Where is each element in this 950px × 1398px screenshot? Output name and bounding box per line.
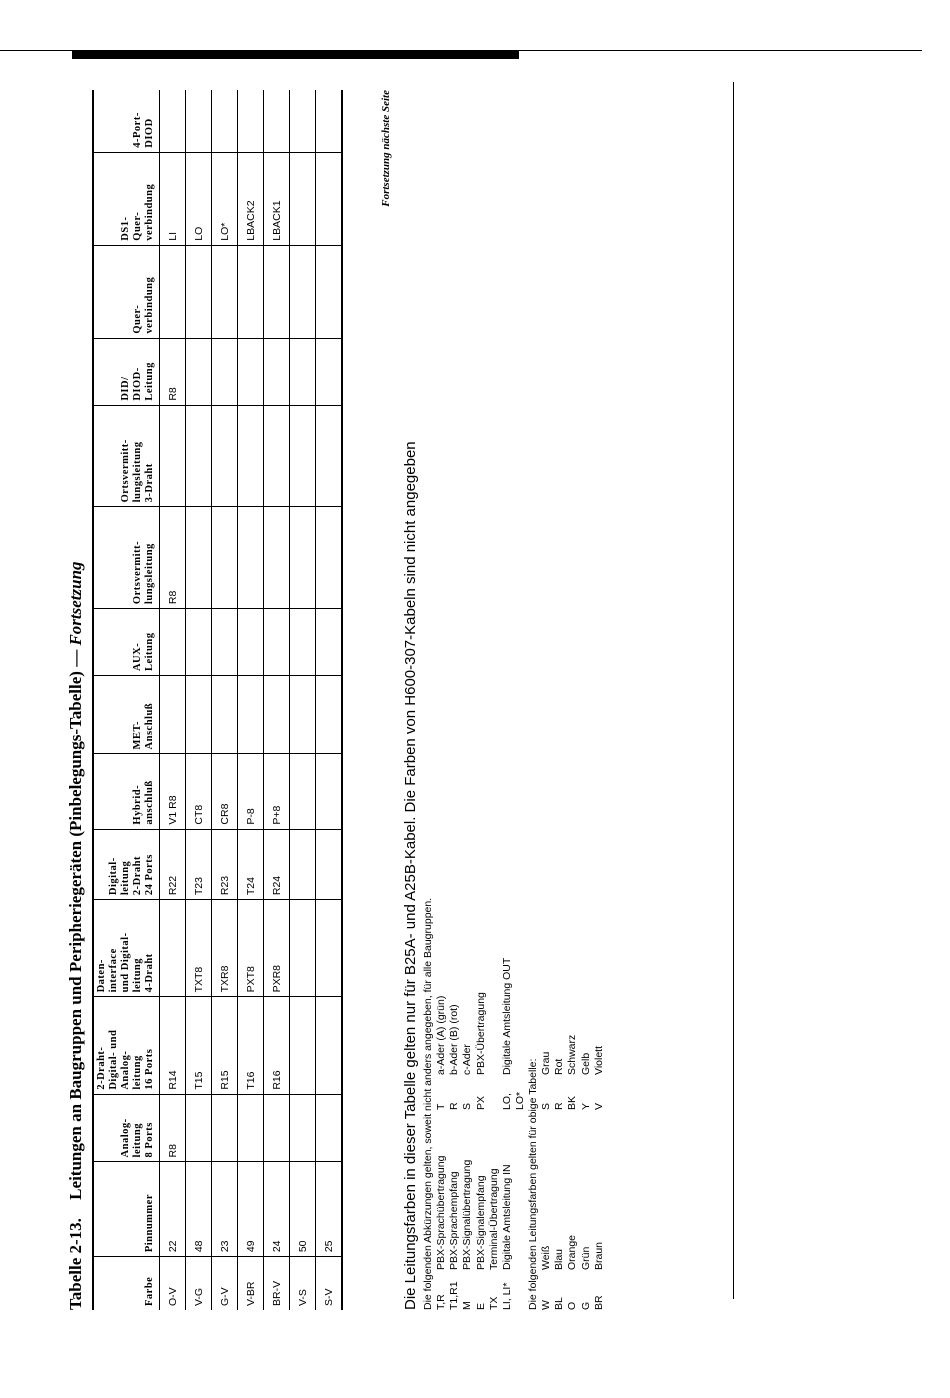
table-cell [264, 90, 290, 152]
legend-row [448, 110, 461, 1310]
table-cell [186, 676, 212, 754]
colors-intro: Die folgenden Leitungsfarben gelten für obige Tabelle: [527, 1058, 539, 1310]
table-cell: TXR8 [212, 900, 238, 997]
table-cell [186, 1094, 212, 1162]
legend-key: R [448, 1102, 461, 1110]
table-cell [212, 507, 238, 609]
legend-value: Orange [566, 1234, 579, 1270]
table-cell [212, 405, 238, 507]
legend-key: T1,R1 [448, 1281, 461, 1310]
legend-value: Grün [579, 1246, 592, 1270]
table-cell [316, 152, 343, 245]
table-cell: BR-V [264, 1257, 290, 1310]
table-cell [160, 245, 186, 338]
table-cell [264, 245, 290, 338]
table-cell [290, 676, 316, 754]
table-cell: R8 [160, 507, 186, 609]
legend-key: G [579, 1301, 592, 1310]
legend-value: Digitale Amtsleitung OUT [500, 957, 513, 1075]
table-cell: T15 [186, 997, 212, 1094]
legend-row [475, 110, 488, 1310]
rotated-page-content [62, 70, 605, 1310]
table-cell: R15 [212, 997, 238, 1094]
table-row [290, 90, 316, 1310]
legend-value: PBX-Signalübertragung [461, 1159, 474, 1270]
legend-key: BK [566, 1095, 579, 1110]
table-cell [316, 507, 343, 609]
table-cell [290, 997, 316, 1094]
table-cell: T16 [238, 997, 264, 1094]
column-header: 2-Draht- Digital- und Analog- leitung 16 Ports [93, 997, 160, 1094]
table-row [212, 90, 238, 1310]
table-header-row [93, 90, 160, 1310]
legend-value: Blau [553, 1248, 566, 1270]
table-cell [212, 245, 238, 338]
legend-value: Violett [592, 1046, 605, 1075]
table-row [160, 90, 186, 1310]
table-cell [316, 405, 343, 507]
legend-row [540, 110, 553, 1310]
legend-key: E [474, 1302, 487, 1310]
legend-value: b-Ader (B) (rot) [448, 1004, 461, 1075]
table-cell [264, 609, 290, 676]
table-cell [186, 609, 212, 676]
legend-value: Digitale Amtsleitung IN [500, 1164, 513, 1270]
table-cell: LBACK2 [238, 152, 264, 245]
table-cell [238, 245, 264, 338]
table-cell: 22 [160, 1162, 186, 1257]
legend-key: Y [579, 1102, 592, 1110]
table-cell [160, 90, 186, 152]
legend-row [461, 110, 474, 1310]
column-header: Digital- leitung 2-Draht 24 Ports [93, 829, 160, 900]
column-header: MET- Anschluß [93, 676, 160, 754]
table-cell: 25 [316, 1162, 343, 1257]
table-cell [264, 507, 290, 609]
table-cell: 24 [264, 1162, 290, 1257]
table-caption [66, 561, 86, 1310]
table-row [316, 90, 343, 1310]
table-cell: V1 R8 [160, 754, 186, 829]
table-body [160, 90, 343, 1310]
table-cell [316, 900, 343, 997]
table-cell: R8 [160, 338, 186, 405]
legend-key: M [461, 1301, 474, 1310]
table-cell [316, 90, 343, 152]
legend-key: S [461, 1102, 474, 1110]
table-cell [316, 676, 343, 754]
table-cell: P+8 [264, 754, 290, 829]
legend-row [593, 110, 606, 1310]
legend-key: V [592, 1102, 605, 1110]
legend-row [488, 110, 501, 1310]
legend-key: T [435, 1103, 448, 1110]
column-header: Analog- leitung 8 Ports [93, 1094, 160, 1162]
table-cell [238, 90, 264, 152]
legend-key [488, 1075, 501, 1110]
legend-key: W [540, 1300, 553, 1310]
table-cell: R24 [264, 829, 290, 900]
table-cell [290, 609, 316, 676]
legend-row [580, 110, 593, 1310]
table-cell: LO [186, 152, 212, 245]
table-row [238, 90, 264, 1310]
legend-value: a-Ader (A) (grün) [435, 995, 448, 1075]
column-header: Ortsvermitt- lungsleitung [93, 507, 160, 609]
column-header: 4-Port- DIOD [93, 90, 160, 152]
column-header: DS1- Quer- verbindung [93, 152, 160, 245]
legend-row [435, 110, 448, 1310]
table-cell: T23 [186, 829, 212, 900]
table-cell [212, 90, 238, 152]
legend-key: TX [487, 1296, 500, 1310]
legend-value: Grau [540, 1051, 553, 1075]
table-cell [290, 1094, 316, 1162]
table-cell [316, 829, 343, 900]
table-cell [186, 507, 212, 609]
legend-row [501, 110, 527, 1310]
legend-value: PBX-Signalempfang [474, 1175, 487, 1270]
table-cell [160, 900, 186, 997]
table-cell [290, 900, 316, 997]
continued-next-page: Fortsetzung nächste Seite [380, 90, 392, 207]
legend-block [422, 110, 606, 1310]
table-cell [264, 405, 290, 507]
cable-color-note: Die Leitungsfarben in dieser Tabelle gelten nur für B25A- und A25B-Kabel. Die Farben von H600-307-Kabeln sind nicht angegeben [402, 441, 419, 1310]
table-cell: V-BR [238, 1257, 264, 1310]
table-cell [264, 338, 290, 405]
column-header: DID/ DIOD- Leitung [93, 338, 160, 405]
table-cell [316, 338, 343, 405]
legend-row [553, 110, 566, 1310]
legend-value: PBX-Sprachübertragung [435, 1155, 448, 1270]
table-cell: T24 [238, 829, 264, 900]
legend-value: PBX-Sprachempfang [448, 1171, 461, 1270]
table-cell [212, 338, 238, 405]
table-cell [290, 152, 316, 245]
legend-key: BR [592, 1295, 605, 1310]
table-cell [238, 609, 264, 676]
abbreviations-intro: Die folgenden Abkürzungen gelten, soweit nicht anders angegeben, für alle Baugruppen. [422, 897, 434, 1310]
table-cell [238, 676, 264, 754]
table-cell: R23 [212, 829, 238, 900]
table-row [186, 90, 212, 1310]
legend-value: PBX-Übertragung [474, 992, 487, 1075]
table-cell [212, 1094, 238, 1162]
table-cell: LBACK1 [264, 152, 290, 245]
table-cell [316, 754, 343, 829]
caption-continued: Fortsetzung [66, 561, 85, 646]
table-cell [238, 507, 264, 609]
legend-key: R [553, 1102, 566, 1110]
table-cell [186, 90, 212, 152]
column-header: Hybrid- anschluß [93, 754, 160, 829]
table-cell: G-V [212, 1257, 238, 1310]
column-header: Ortsvermitt- lungsleitung 3-Draht [93, 405, 160, 507]
legend-value: Weiß [540, 1245, 553, 1270]
table-cell: LO* [212, 152, 238, 245]
table-cell [316, 609, 343, 676]
legend-value: c-Ader [461, 1044, 474, 1075]
table-cell: O-V [160, 1257, 186, 1310]
pin-table [92, 90, 343, 1310]
table-cell [238, 1094, 264, 1162]
column-header: Pinnummer [93, 1162, 160, 1257]
table-cell [160, 609, 186, 676]
column-header: Daten- interface und Digital- leitung 4-Draht [93, 900, 160, 997]
table-cell [290, 405, 316, 507]
table-cell [290, 754, 316, 829]
right-margin-rule [733, 82, 734, 1299]
table-cell: LI [160, 152, 186, 245]
table-cell [264, 676, 290, 754]
table-row [264, 90, 290, 1310]
legend-key: PX [474, 1095, 487, 1110]
table-cell: CR8 [212, 754, 238, 829]
caption-number: Tabelle 2-13. [66, 1218, 85, 1310]
table-cell: R14 [160, 997, 186, 1094]
abbreviations-list [435, 110, 527, 1310]
table-cell [290, 245, 316, 338]
table-cell: V-S [290, 1257, 316, 1310]
table-cell: 49 [238, 1162, 264, 1257]
table-cell [316, 997, 343, 1094]
table-cell [290, 829, 316, 900]
table-cell [264, 1094, 290, 1162]
column-header: AUX- Leitung [93, 609, 160, 676]
legend-key: T,R [435, 1294, 448, 1310]
legend-value: Braun [592, 1241, 605, 1270]
legend-key: S [540, 1102, 553, 1110]
legend-value: Gelb [579, 1052, 592, 1075]
table-cell: P-8 [238, 754, 264, 829]
table-cell [316, 245, 343, 338]
legend-key: BL [553, 1297, 566, 1310]
table-cell: 50 [290, 1162, 316, 1257]
table-cell [186, 405, 212, 507]
legend-row [566, 110, 579, 1310]
table-cell: V-G [186, 1257, 212, 1310]
table-cell: R8 [160, 1094, 186, 1162]
table-cell [238, 338, 264, 405]
table-cell [160, 405, 186, 507]
legend-value [488, 875, 501, 1075]
table-cell: CT8 [186, 754, 212, 829]
table-cell [186, 245, 212, 338]
table-cell: PXR8 [264, 900, 290, 997]
legend-value: Terminal-Übertragung [487, 1168, 500, 1270]
legend-key: LI, LI* [500, 1282, 513, 1310]
table-cell: 48 [186, 1162, 212, 1257]
table-cell: R16 [264, 997, 290, 1094]
table-cell: S-V [316, 1257, 343, 1310]
table-cell: 23 [212, 1162, 238, 1257]
table-cell [290, 90, 316, 152]
colors-list [540, 110, 606, 1310]
table-cell [160, 676, 186, 754]
table-cell: R22 [160, 829, 186, 900]
table-cell [290, 338, 316, 405]
top-rule-bar [72, 50, 519, 59]
column-header: Farbe [93, 1257, 160, 1310]
legend-value: Rot [553, 1058, 566, 1075]
table-cell: TXT8 [186, 900, 212, 997]
table-cell [316, 1094, 343, 1162]
legend-value: Schwarz [566, 1034, 579, 1075]
legend-key: LO, LO* [500, 1091, 526, 1110]
table-cell [212, 676, 238, 754]
table-cell [238, 405, 264, 507]
table-cell [212, 609, 238, 676]
column-header: Quer- verbindung [93, 245, 160, 338]
caption-title: Leitungen an Baugruppen und Peripheriegeräten (Pinbelegungs-Tabelle) — [66, 649, 85, 1200]
table-cell [186, 338, 212, 405]
table-cell: PXT8 [238, 900, 264, 997]
legend-key: O [566, 1301, 579, 1310]
table-cell [290, 507, 316, 609]
